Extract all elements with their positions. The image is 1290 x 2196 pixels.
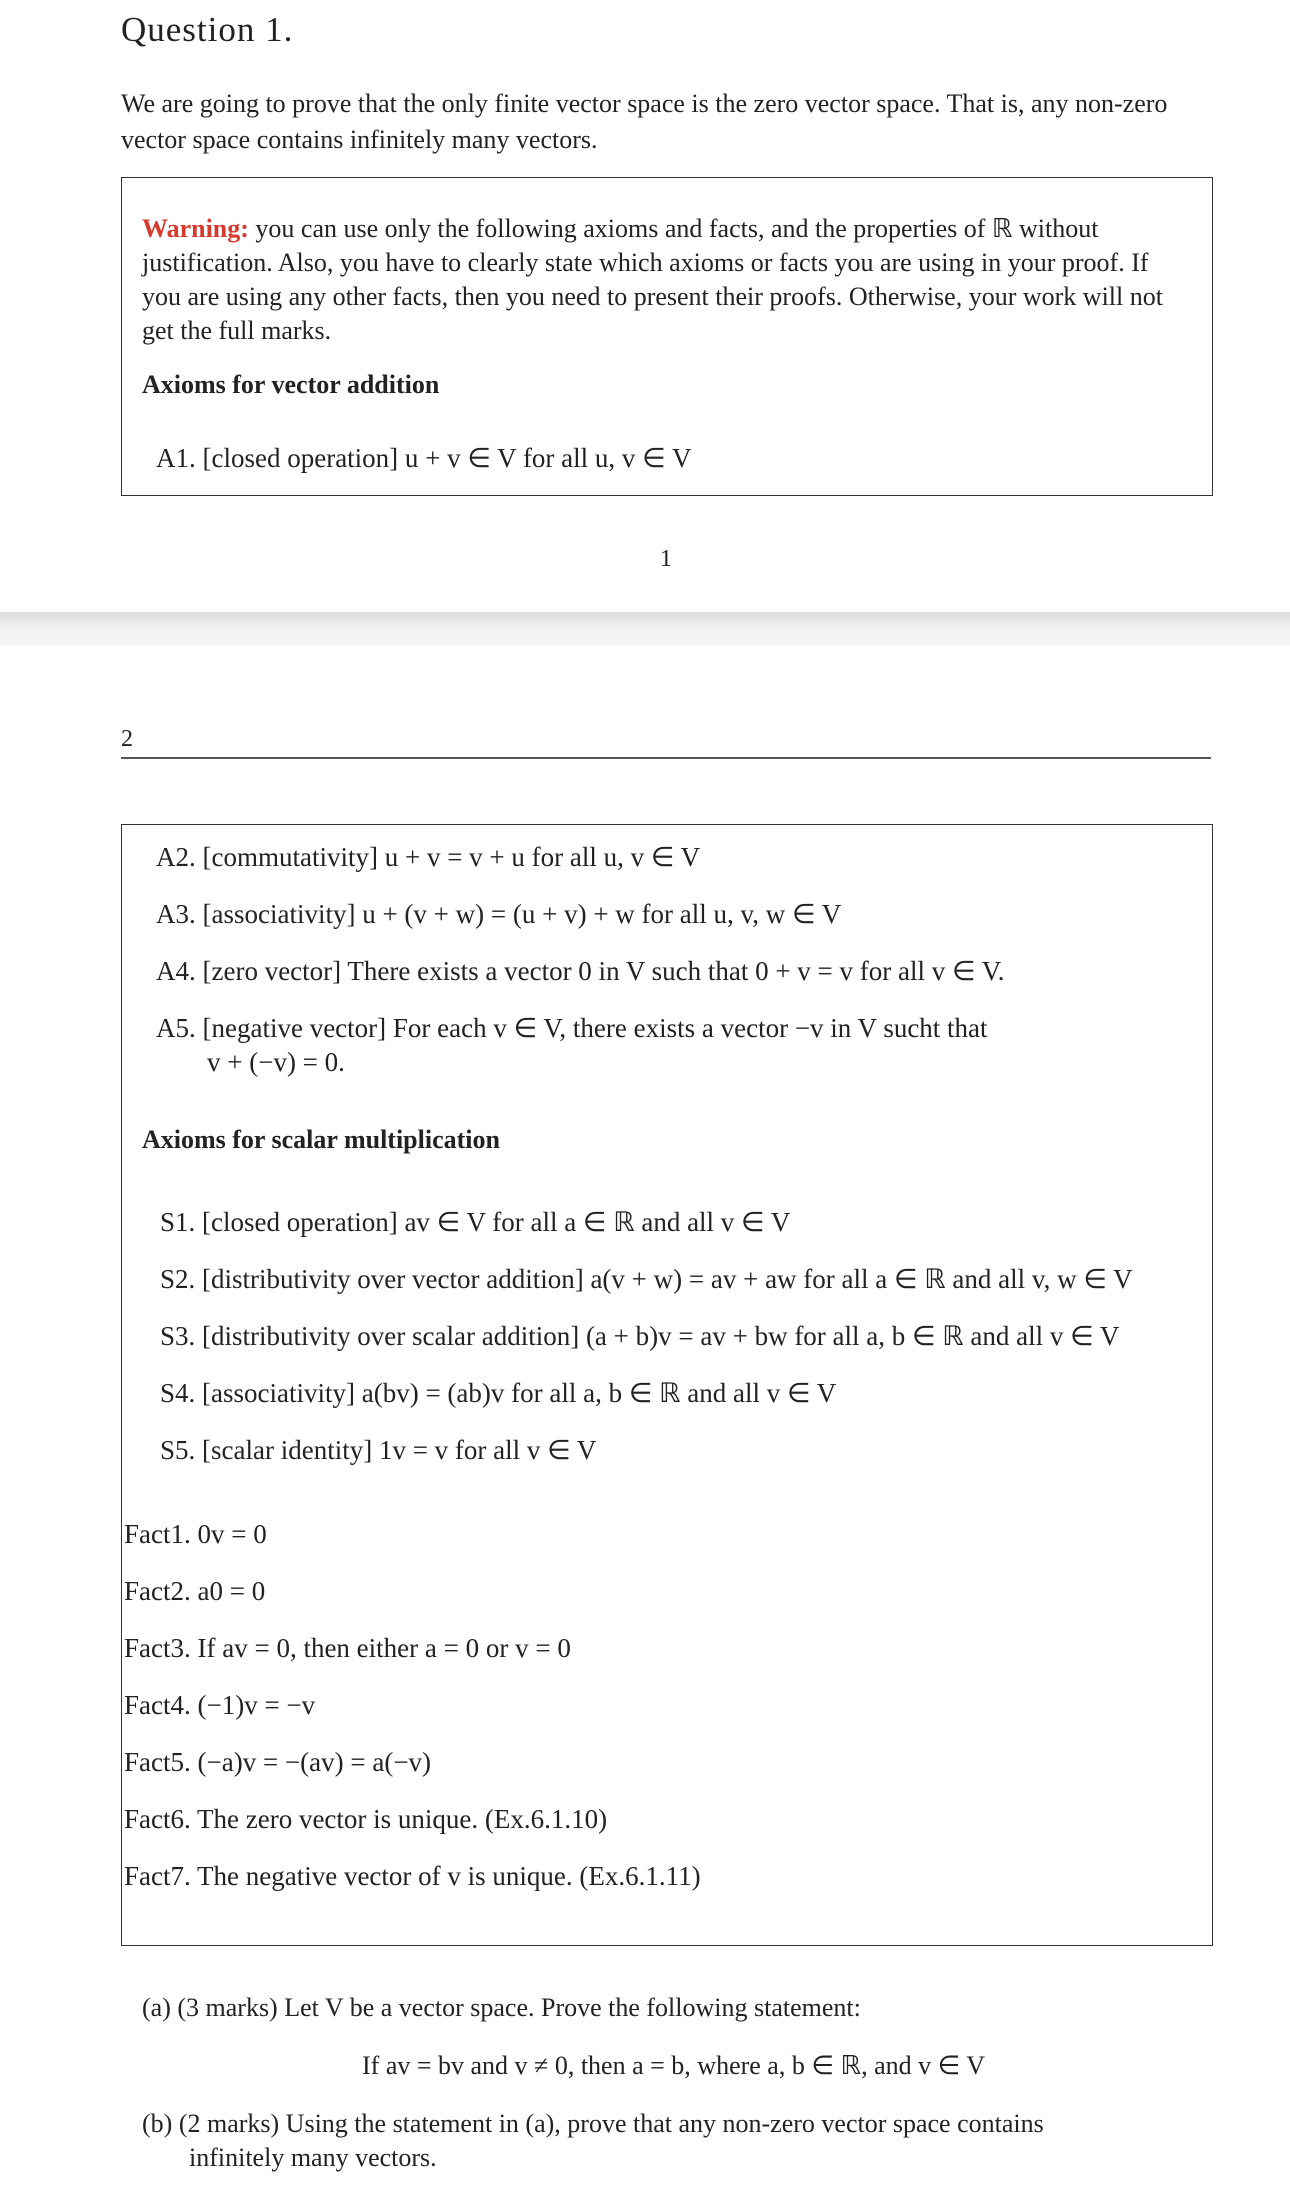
- axiom-a4: [156, 956, 1005, 987]
- fact-7: [124, 1861, 701, 1892]
- fact-2: [124, 1576, 265, 1607]
- fact-2-text: a0 = 0: [197, 1576, 266, 1606]
- axiom-a2-label: A2.: [156, 842, 196, 872]
- part-b: [142, 2107, 1044, 2141]
- warning-paragraph: [142, 212, 1187, 348]
- scalar-multiplication-heading: Axioms for scalar multiplication: [142, 1125, 500, 1154]
- axiom-s2-text: [distributivity over vector addition] a(v + w) = av + aw for all a ∈ ℝ and all v, w ∈ V: [202, 1264, 1133, 1294]
- fact-4-label: Fact4.: [124, 1690, 191, 1720]
- axiom-s1-text: [closed operation] av ∈ V for all a ∈ ℝ and all v ∈ V: [202, 1207, 791, 1237]
- fact-1-text: 0v = 0: [197, 1519, 267, 1549]
- part-b-continuation: infinitely many vectors.: [189, 2143, 437, 2172]
- fact-5-text: (−a)v = −(av) = a(−v): [197, 1747, 432, 1777]
- axiom-s3-label: S3.: [160, 1321, 196, 1351]
- fact-1-label: Fact1.: [124, 1519, 191, 1549]
- axiom-a3-label: A3.: [156, 899, 196, 929]
- axiom-s1: [160, 1207, 790, 1238]
- part-a-label: (a): [142, 1993, 171, 2022]
- fact-6-text: The zero vector is unique. (Ex.6.1.10): [197, 1804, 608, 1834]
- axiom-a3-text: [associativity] u + (v + w) = (u + v) + w for all u, v, w ∈ V: [202, 899, 842, 929]
- question-title: Question 1.: [121, 10, 294, 49]
- page-number-1: 1: [660, 546, 672, 572]
- axiom-a5-text: [negative vector] For each v ∈ V, there exists a vector −v in V sucht that: [202, 1013, 988, 1043]
- axiom-s1-label: S1.: [160, 1207, 196, 1237]
- fact-4: [124, 1690, 315, 1721]
- axiom-a1-label: A1.: [156, 443, 196, 473]
- axiom-a2: [156, 842, 700, 873]
- axiom-s4: [160, 1378, 836, 1409]
- axiom-a3: [156, 899, 841, 930]
- axiom-a5-label: A5.: [156, 1013, 196, 1043]
- axiom-s3: [160, 1321, 1119, 1352]
- fact-6-label: Fact6.: [124, 1804, 191, 1834]
- part-a-text: (3 marks) Let V be a vector space. Prove the following statement:: [177, 1993, 861, 2022]
- header-rule: [121, 757, 1211, 759]
- fact-1: [124, 1519, 267, 1550]
- axiom-a4-text: [zero vector] There exists a vector 0 in V such that 0 + v = v for all v ∈ V.: [202, 956, 1005, 986]
- fact-6: [124, 1804, 607, 1835]
- axiom-s4-text: [associativity] a(bv) = (ab)v for all a, b ∈ ℝ and all v ∈ V: [202, 1378, 837, 1408]
- fact-3-label: Fact3.: [124, 1633, 191, 1663]
- warning-text: you can use only the following axioms and facts, and the properties of ℝ without justification. Also, you have to clearly state which axioms or facts you are using in your proof. If you are using any other facts, then you need to present their proofs. Otherwise, your work will not get the full marks.: [142, 214, 1163, 345]
- axiom-s5-text: [scalar identity] 1v = v for all v ∈ V: [202, 1435, 597, 1465]
- axiom-s5-label: S5.: [160, 1435, 196, 1465]
- part-b-label: (b): [142, 2109, 173, 2138]
- fact-3: [124, 1633, 571, 1664]
- page-number-2: 2: [121, 726, 133, 752]
- page-separator: [0, 612, 1290, 646]
- axiom-a1-text: [closed operation] u + v ∈ V for all u, v ∈ V: [202, 443, 692, 473]
- axiom-a5-continuation: v + (−v) = 0.: [207, 1047, 345, 1077]
- fact-3-text: If av = 0, then either a = 0 or v = 0: [197, 1633, 571, 1663]
- fact-4-text: (−1)v = −v: [197, 1690, 316, 1720]
- fact-5: [124, 1747, 431, 1778]
- axiom-s2: [160, 1264, 1133, 1295]
- fact-5-label: Fact5.: [124, 1747, 191, 1777]
- vector-addition-heading: Axioms for vector addition: [142, 370, 440, 399]
- axiom-a2-text: [commutativity] u + v = v + u for all u, v ∈ V: [202, 842, 701, 872]
- axiom-s2-label: S2.: [160, 1264, 196, 1294]
- axiom-a4-label: A4.: [156, 956, 196, 986]
- axiom-s3-text: [distributivity over scalar addition] (a + b)v = av + bw for all a, b ∈ ℝ and all v ∈ V: [202, 1321, 1120, 1351]
- axiom-a5: [156, 1013, 988, 1044]
- axiom-a1: [156, 443, 691, 474]
- fact-2-label: Fact2.: [124, 1576, 191, 1606]
- part-b-text: (2 marks) Using the statement in (a), prove that any non-zero vector space contains: [178, 2109, 1044, 2138]
- axiom-s4-label: S4.: [160, 1378, 196, 1408]
- part-a-statement: If av = bv and v ≠ 0, then a = b, where a, b ∈ ℝ, and v ∈ V: [362, 2051, 986, 2080]
- axiom-s5: [160, 1435, 596, 1466]
- part-a: [142, 1991, 861, 2025]
- fact-7-text: The negative vector of v is unique. (Ex.6.1.11): [197, 1861, 701, 1891]
- fact-7-label: Fact7.: [124, 1861, 191, 1891]
- warning-label: Warning:: [142, 214, 249, 243]
- question-intro: We are going to prove that the only finite vector space is the zero vector space. That is, any non-zero vector space contains infinitely many vectors.: [121, 89, 1168, 154]
